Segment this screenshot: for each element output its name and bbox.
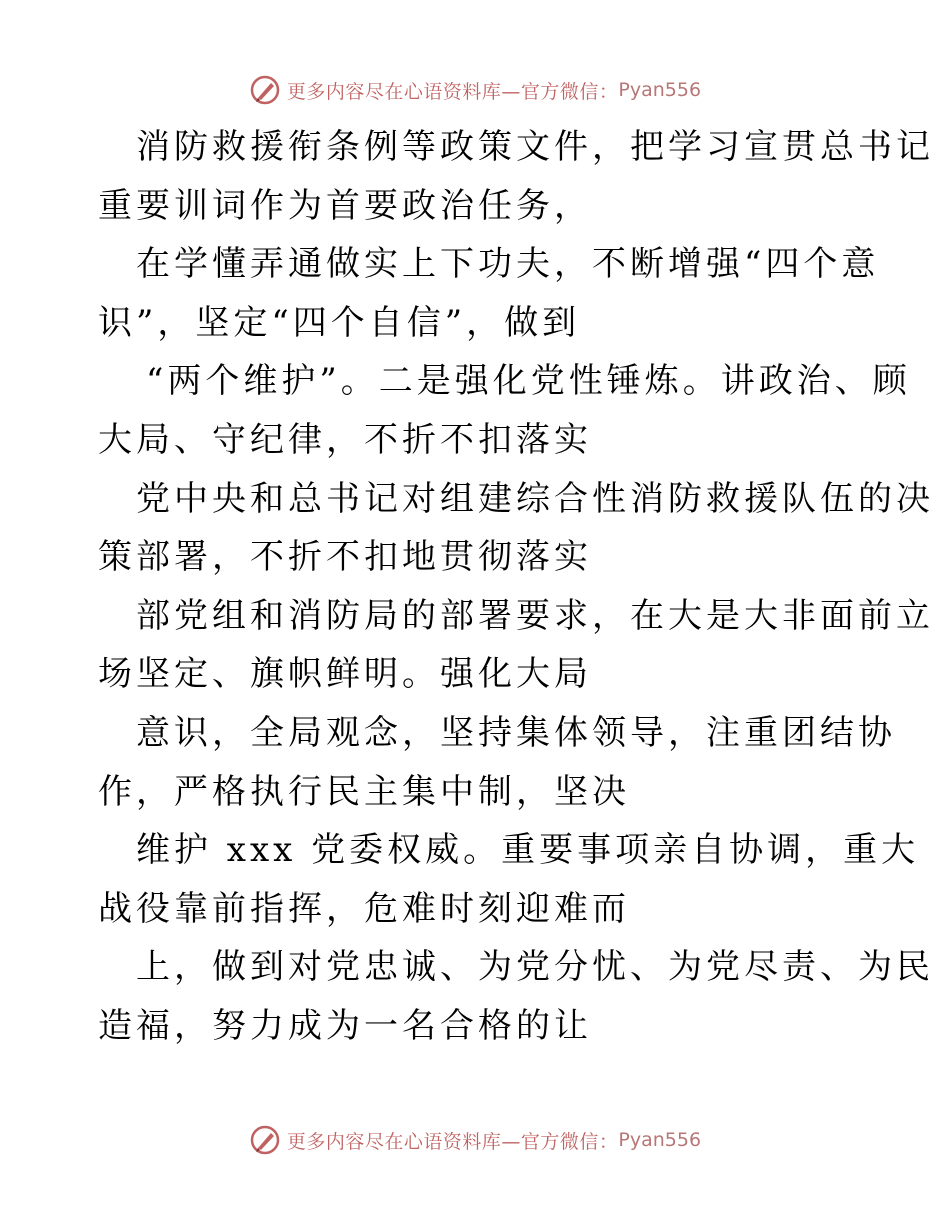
paragraph-line: 作，严格执行民主集中制，坚决 [98, 771, 630, 812]
document-body [98, 118, 934, 1056]
banner-wechat-id: Pyan556 [618, 1129, 702, 1151]
paragraph-line: 部党组和消防局的部署要求，在大是大非面前立 [136, 595, 934, 636]
paragraph-line: 维护 xxx 党委权威。重要事项亲自协调，重大 [136, 830, 920, 871]
paragraph-line: 造福，努力成为一名合格的让 [98, 1005, 592, 1046]
banner-text: 更多内容尽在心语资料库—官方微信： [286, 80, 619, 103]
banner-text: 更多内容尽在心语资料库—官方微信： [286, 1130, 619, 1153]
paragraph-line: 消防救援衔条例等政策文件，把学习宣贯总书记 [136, 127, 934, 167]
paragraph-line: 识”，坚定“四个自信”，做到 [98, 302, 581, 343]
paragraph-line: 重要训词作为首要政治任务， [98, 185, 592, 226]
footer-watermark [0, 1120, 950, 1160]
paragraph-line: 党中央和总书记对组建综合性消防救援队伍的决 [136, 478, 934, 519]
quill-pen-logo-icon [249, 74, 281, 106]
paragraph-line: 意识，全局观念，坚持集体领导，注重团结协 [136, 712, 896, 753]
paragraph-line: 战役靠前指挥，危难时刻迎难而 [98, 888, 630, 929]
paragraph-line: 上，做到对党忠诚、为党分忧、为党尽责、为民 [136, 947, 934, 988]
paragraph-line: “两个维护”。二是强化党性锤炼。讲政治、顾 [146, 361, 911, 402]
paragraph-line: 大局、守纪律，不折不扣落实 [98, 419, 592, 460]
paragraph-line: 策部署，不折不扣地贯彻落实 [98, 537, 592, 578]
paragraph-line: 场坚定、旗帜鲜明。强化大局 [98, 654, 592, 695]
quill-pen-logo-icon [249, 1124, 281, 1156]
banner-wechat-id: Pyan556 [618, 79, 702, 101]
header-watermark [0, 70, 950, 110]
paragraph-line: 在学懂弄通做实上下功夫，不断增强“四个意 [136, 244, 880, 285]
